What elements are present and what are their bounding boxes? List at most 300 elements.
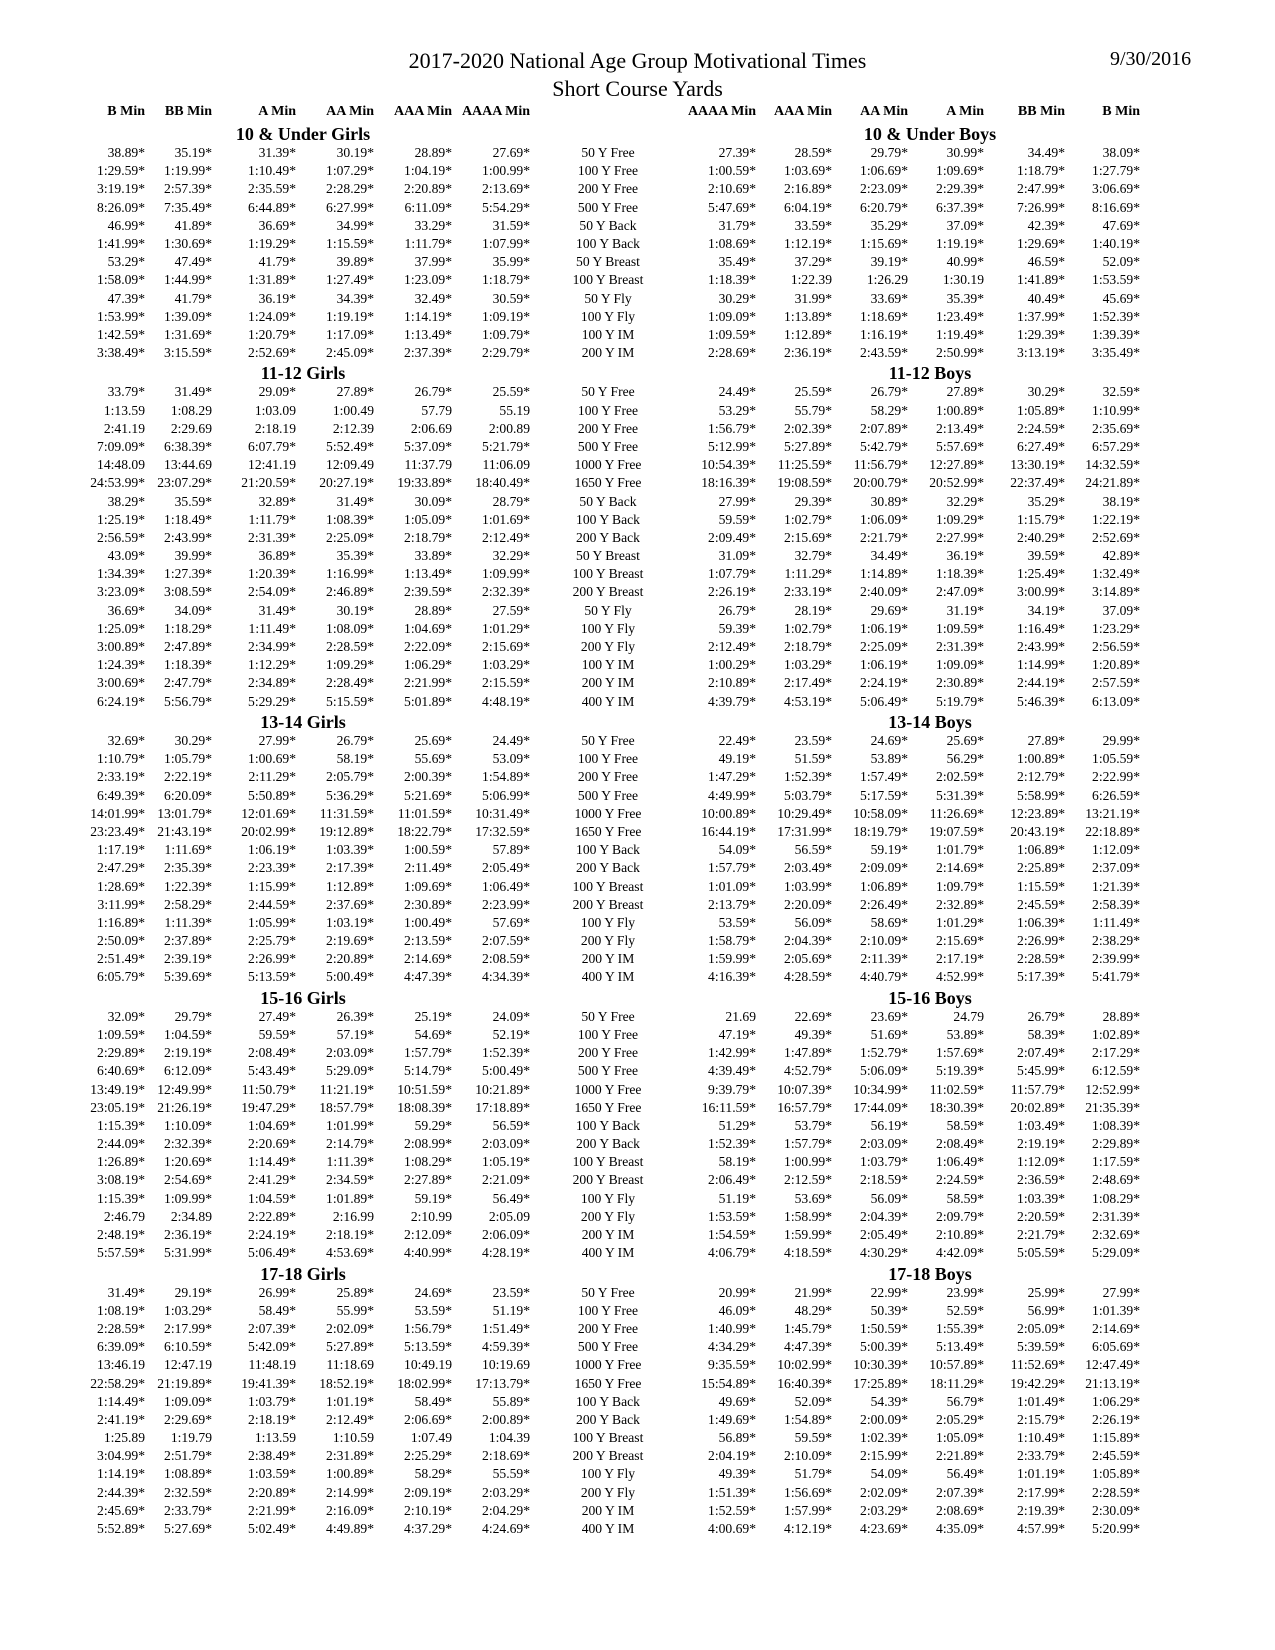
boys-time: 4:23.69*	[860, 1521, 908, 1537]
boys-time: 2:07.89*	[860, 420, 908, 436]
boys-group-title: 17-18 Boys	[888, 1263, 972, 1284]
girls-time: 2:54.09*	[248, 584, 296, 600]
boys-time: 42.89*	[1102, 548, 1140, 564]
table-row	[0, 1136, 1275, 1154]
boys-time: 1:53.59*	[708, 1208, 756, 1224]
girls-time: 2:28.59*	[97, 1320, 145, 1336]
table-row	[0, 639, 1275, 657]
boys-time: 1:09.09*	[936, 657, 984, 673]
girls-time: 1:20.39*	[248, 566, 296, 582]
table-row	[0, 439, 1275, 457]
table-row	[0, 236, 1275, 254]
girls-time: 2:44.39*	[97, 1484, 145, 1500]
boys-time: 53.89*	[870, 751, 908, 767]
boys-time: 28.59*	[794, 145, 832, 160]
boys-time: 1:15.69*	[860, 235, 908, 251]
boys-time: 21.69	[725, 1008, 756, 1024]
boys-time: 11:26.69*	[929, 805, 984, 821]
boys-time: 2:21.79*	[1017, 1227, 1065, 1243]
girls-time: 1:16.89*	[97, 914, 145, 930]
table-row	[0, 1118, 1275, 1136]
boys-time: 1:30.19	[942, 272, 984, 288]
girls-time: 41.79*	[258, 254, 296, 270]
event-name: 1650 Y Free	[574, 823, 642, 839]
boys-time: 1:55.39*	[936, 1320, 984, 1336]
girls-group-title: 13-14 Girls	[260, 712, 346, 732]
girls-time: 2:27.89*	[404, 1172, 452, 1188]
girls-time: 11:21.19*	[319, 1081, 374, 1097]
event-name: 100 Y Breast	[572, 566, 644, 582]
boys-time: 37.09*	[1102, 602, 1140, 618]
girls-time: 31.49*	[107, 1284, 145, 1300]
boys-time: 2:09.79*	[936, 1208, 984, 1224]
girls-time: 5:27.89*	[326, 1339, 374, 1355]
boys-time: 5:00.39*	[860, 1339, 908, 1355]
girls-time: 1:30.69*	[164, 235, 212, 251]
girls-time: 1:10.79*	[97, 751, 145, 767]
boys-time: 1:05.89*	[1017, 402, 1065, 418]
boys-time: 1:42.99*	[708, 1045, 756, 1061]
boys-time: 10:54.39*	[701, 457, 756, 473]
boys-time: 2:30.89*	[936, 675, 984, 691]
girls-time: 1:07.29*	[326, 163, 374, 179]
boys-time: 1:12.89*	[784, 326, 832, 342]
boys-time: 53.79*	[794, 1117, 832, 1133]
girls-time: 30.09*	[414, 493, 452, 509]
girls-time: 12:47.19	[164, 1357, 212, 1373]
table-row	[0, 951, 1275, 969]
table-row	[0, 969, 1275, 987]
table-row	[0, 345, 1275, 363]
event-name: 500 Y Free	[577, 1063, 639, 1079]
girls-time: 2:43.99*	[164, 529, 212, 545]
table-row	[0, 421, 1275, 439]
girls-time: 2:39.59*	[404, 584, 452, 600]
table-row	[0, 494, 1275, 512]
table-row	[0, 733, 1275, 751]
boys-time: 1:00.89*	[1017, 751, 1065, 767]
girls-time: 5:29.29*	[248, 693, 296, 709]
girls-time: 1:31.69*	[164, 326, 212, 342]
girls-time: 1:24.39*	[97, 657, 145, 673]
boys-time: 1:54.89*	[784, 1411, 832, 1427]
girls-time: 1:15.99*	[248, 878, 296, 894]
girls-time: 3:04.99*	[97, 1448, 145, 1464]
girls-time: 35.39*	[336, 548, 374, 564]
girls-time: 21:26.19*	[157, 1099, 212, 1115]
girls-time: 2:06.09*	[482, 1227, 530, 1243]
boys-time: 51.19*	[718, 1190, 756, 1206]
girls-time: 2:18.19*	[248, 1411, 296, 1427]
boys-time: 16:57.79*	[777, 1099, 832, 1115]
boys-time: 2:03.49*	[784, 860, 832, 876]
girls-time: 6:24.19*	[97, 693, 145, 709]
girls-time: 3:00.89*	[97, 639, 145, 655]
boys-time: 21:13.19*	[1085, 1375, 1140, 1391]
boys-time: 2:28.59*	[1017, 951, 1065, 967]
boys-time: 35.49*	[718, 254, 756, 270]
girls-time: 24.49*	[492, 733, 530, 748]
boys-time: 4:53.19*	[784, 693, 832, 709]
boys-time: 37.29*	[794, 254, 832, 270]
boys-time: 2:02.39*	[784, 420, 832, 436]
table-row	[0, 1321, 1275, 1339]
girls-time: 6:44.89*	[248, 199, 296, 215]
boys-time: 1:01.39*	[1092, 1302, 1140, 1318]
girls-time: 2:18.69*	[482, 1448, 530, 1464]
boys-time: 35.29*	[870, 217, 908, 233]
boys-time: 8:16.69*	[1092, 199, 1140, 215]
table-row	[0, 751, 1275, 769]
boys-time: 20:00.79*	[853, 475, 908, 491]
girls-time: 2:05.79*	[326, 769, 374, 785]
girls-time: 3:38.49*	[97, 345, 145, 361]
boys-time: 2:21.89*	[936, 1448, 984, 1464]
boys-time: 1:05.59*	[1092, 751, 1140, 767]
boys-time: 49.39*	[718, 1466, 756, 1482]
boys-time: 1:56.69*	[784, 1484, 832, 1500]
girls-time: 1:56.79*	[404, 1320, 452, 1336]
event-name: 1000 Y Free	[574, 457, 642, 473]
girls-time: 1:09.69*	[404, 878, 452, 894]
boys-time: 5:06.49*	[860, 693, 908, 709]
event-name: 200 Y Fly	[580, 1208, 636, 1224]
girls-time: 2:37.39*	[404, 345, 452, 361]
girls-time: 1:10.09*	[164, 1117, 212, 1133]
boys-column-header: AAA Min	[774, 104, 832, 119]
girls-time: 1:23.09*	[404, 272, 452, 288]
girls-time: 32.69*	[107, 733, 145, 748]
girls-time: 54.69*	[414, 1026, 452, 1042]
girls-time: 2:03.09*	[482, 1136, 530, 1152]
girls-time: 1:14.19*	[404, 308, 452, 324]
boys-time: 4:57.99*	[1017, 1521, 1065, 1537]
girls-time: 2:14.99*	[326, 1484, 374, 1500]
boys-time: 2:19.19*	[1017, 1136, 1065, 1152]
girls-time: 1:00.49	[332, 402, 374, 418]
event-name: 200 Y Back	[576, 1411, 640, 1427]
girls-time: 36.19*	[258, 290, 296, 306]
boys-time: 28.19*	[794, 602, 832, 618]
girls-time: 1:58.09*	[97, 272, 145, 288]
event-name: 100 Y Breast	[572, 1154, 644, 1170]
girls-time: 1:03.19*	[326, 914, 374, 930]
boys-time: 5:31.39*	[936, 787, 984, 803]
boys-time: 2:15.79*	[1017, 1411, 1065, 1427]
boys-time: 5:12.99*	[708, 438, 756, 454]
girls-time: 58.29*	[414, 1466, 452, 1482]
boys-time: 16:44.19*	[701, 823, 756, 839]
boys-time: 13:30.19*	[1010, 457, 1065, 473]
boys-time: 2:24.59*	[1017, 420, 1065, 436]
boys-time: 6:12.59*	[1092, 1063, 1140, 1079]
girls-time: 2:16.99	[332, 1208, 374, 1224]
boys-time: 10:30.39*	[853, 1357, 908, 1373]
boys-time: 29.99*	[1102, 733, 1140, 748]
boys-time: 1:18.69*	[860, 308, 908, 324]
table-row	[0, 272, 1275, 290]
boys-time: 2:45.59*	[1017, 896, 1065, 912]
girls-time: 23:23.49*	[90, 823, 145, 839]
girls-time: 1:27.39*	[164, 566, 212, 582]
girls-time: 4:24.69*	[482, 1521, 530, 1537]
boys-time: 2:14.69*	[1092, 1320, 1140, 1336]
boys-time: 5:05.59*	[1017, 1245, 1065, 1261]
girls-time: 25.59*	[492, 384, 530, 400]
girls-time: 2:37.89*	[164, 933, 212, 949]
girls-time: 1:13.59	[103, 402, 145, 418]
boys-column-header: B Min	[1102, 104, 1140, 119]
boys-time: 51.59*	[794, 751, 832, 767]
girls-time: 1:09.99*	[482, 566, 530, 582]
girls-time: 2:11.29*	[248, 769, 296, 785]
girls-time: 1:05.79*	[164, 751, 212, 767]
table-row	[0, 694, 1275, 712]
boys-time: 2:26.19*	[1092, 1411, 1140, 1427]
boys-time: 7:26.99*	[1017, 199, 1065, 215]
table-row	[0, 218, 1275, 236]
boys-time: 30.29*	[1027, 384, 1065, 400]
girls-time: 1:19.29*	[248, 235, 296, 251]
girls-group-title: 11-12 Girls	[260, 363, 346, 384]
girls-time: 2:48.19*	[97, 1227, 145, 1243]
girls-time: 2:12.39	[332, 420, 374, 436]
girls-time: 2:04.29*	[482, 1502, 530, 1518]
boys-time: 5:13.49*	[936, 1339, 984, 1355]
girls-time: 6:07.79*	[248, 438, 296, 454]
boys-time: 2:20.59*	[1017, 1208, 1065, 1224]
event-name: 50 Y Free	[581, 1008, 635, 1024]
girls-time: 2:30.89*	[404, 896, 452, 912]
girls-time: 1:12.89*	[326, 878, 374, 894]
girls-time: 31.39*	[258, 145, 296, 160]
event-name: 100 Y Back	[576, 511, 640, 527]
girls-time: 5:15.59*	[326, 693, 374, 709]
boys-time: 51.69*	[870, 1026, 908, 1042]
girls-time: 6:10.59*	[164, 1339, 212, 1355]
boys-time: 2:26.19*	[708, 584, 756, 600]
boys-time: 1:27.79*	[1092, 163, 1140, 179]
girls-time: 2:11.49*	[404, 860, 452, 876]
girls-time: 2:18.19*	[326, 1227, 374, 1243]
girls-time: 6:12.09*	[164, 1063, 212, 1079]
boys-time: 2:10.89*	[936, 1227, 984, 1243]
girls-time: 2:00.89*	[482, 1411, 530, 1427]
table-row	[0, 1521, 1275, 1539]
girls-time: 26.79*	[414, 384, 452, 400]
girls-time: 11:37.79	[404, 457, 452, 473]
girls-time: 2:12.09*	[404, 1227, 452, 1243]
girls-time: 1:25.89	[103, 1430, 145, 1446]
event-name: 50 Y Back	[579, 493, 637, 509]
boys-time: 17:25.89*	[853, 1375, 908, 1391]
boys-time: 4:06.79*	[708, 1245, 756, 1261]
boys-time: 2:19.39*	[1017, 1502, 1065, 1518]
event-name: 1000 Y Free	[574, 1081, 642, 1097]
girls-time: 5:00.49*	[326, 969, 374, 985]
boys-time: 1:16.19*	[860, 326, 908, 342]
boys-time: 1:07.79*	[708, 566, 756, 582]
boys-time: 19:07.59*	[929, 823, 984, 839]
boys-time: 1:06.89*	[860, 878, 908, 894]
girls-time: 13:46.19	[97, 1357, 145, 1373]
girls-time: 2:06.69	[410, 420, 452, 436]
girls-time: 2:39.19*	[164, 951, 212, 967]
boys-time: 31.19*	[946, 602, 984, 618]
boys-time: 2:06.49*	[708, 1172, 756, 1188]
girls-time: 7:35.49*	[164, 199, 212, 215]
boys-time: 1:00.59*	[708, 163, 756, 179]
girls-time: 17:13.79*	[475, 1375, 530, 1391]
girls-time: 5:06.99*	[482, 787, 530, 803]
girls-time: 1:13.49*	[404, 326, 452, 342]
girls-time: 2:44.09*	[97, 1136, 145, 1152]
girls-time: 27.89*	[336, 384, 374, 400]
boys-time: 1:59.99*	[784, 1227, 832, 1243]
boys-time: 1:06.29*	[1092, 1393, 1140, 1409]
girls-time: 2:12.49*	[482, 529, 530, 545]
girls-time: 2:36.19*	[164, 1227, 212, 1243]
girls-time: 5:13.59*	[248, 969, 296, 985]
girls-time: 14:01.99*	[90, 805, 145, 821]
girls-time: 1:01.99*	[326, 1117, 374, 1133]
girls-time: 43.09*	[107, 548, 145, 564]
boys-time: 47.19*	[718, 1026, 756, 1042]
girls-time: 2:18.79*	[404, 529, 452, 545]
boys-time: 46.09*	[718, 1302, 756, 1318]
boys-time: 30.29*	[718, 290, 756, 306]
girls-time: 1:31.89*	[248, 272, 296, 288]
girls-time: 2:13.59*	[404, 933, 452, 949]
girls-time: 51.19*	[492, 1302, 530, 1318]
girls-time: 4:53.69*	[326, 1245, 374, 1261]
boys-time: 5:20.99*	[1092, 1521, 1140, 1537]
girls-time: 1:04.69*	[248, 1117, 296, 1133]
boys-time: 15:54.89*	[701, 1375, 756, 1391]
girls-time: 3:23.09*	[97, 584, 145, 600]
boys-time: 2:23.09*	[860, 181, 908, 197]
boys-time: 1:03.39*	[1017, 1190, 1065, 1206]
girls-time: 11:18.69	[326, 1357, 374, 1373]
document-date: 9/30/2016	[1110, 48, 1192, 70]
girls-time: 1:15.39*	[97, 1117, 145, 1133]
table-row	[0, 163, 1275, 181]
girls-time: 1:03.59*	[248, 1466, 296, 1482]
boys-time: 39.59*	[1027, 548, 1065, 564]
event-name: 200 Y Back	[576, 1136, 640, 1152]
girls-time: 2:31.39*	[248, 529, 296, 545]
boys-time: 1:57.79*	[708, 860, 756, 876]
boys-time: 38.19*	[1102, 493, 1140, 509]
table-row	[0, 1209, 1275, 1227]
boys-time: 2:47.99*	[1017, 181, 1065, 197]
document-title: 2017-2020 National Age Group Motivational Times	[408, 48, 867, 73]
girls-time: 2:22.89*	[248, 1208, 296, 1224]
boys-time: 25.99*	[1027, 1284, 1065, 1300]
girls-time: 2:52.69*	[248, 345, 296, 361]
girls-time: 30.19*	[336, 602, 374, 618]
boys-time: 26.79*	[718, 602, 756, 618]
girls-time: 6:27.99*	[326, 199, 374, 215]
boys-time: 3:14.89*	[1092, 584, 1140, 600]
girls-time: 1:09.19*	[482, 308, 530, 324]
girls-time: 2:08.59*	[482, 951, 530, 967]
girls-time: 28.89*	[414, 602, 452, 618]
boys-time: 12:52.99*	[1085, 1081, 1140, 1097]
boys-time: 1:01.29*	[936, 914, 984, 930]
boys-time: 2:31.39*	[936, 639, 984, 655]
boys-time: 1:21.39*	[1092, 878, 1140, 894]
event-name: 1000 Y Free	[574, 805, 642, 821]
girls-time: 1:09.09*	[164, 1393, 212, 1409]
girls-time: 5:00.49*	[482, 1063, 530, 1079]
boys-time: 1:49.69*	[708, 1411, 756, 1427]
boys-time: 58.59*	[946, 1190, 984, 1206]
girls-time: 1:01.29*	[482, 620, 530, 636]
boys-time: 23.69*	[870, 1008, 908, 1024]
boys-time: 1:18.79*	[1017, 163, 1065, 179]
girls-time: 2:34.59*	[326, 1172, 374, 1188]
girls-time: 1:20.69*	[164, 1154, 212, 1170]
boys-time: 2:07.39*	[936, 1484, 984, 1500]
girls-time: 2:20.89*	[404, 181, 452, 197]
girls-time: 1:06.29*	[404, 657, 452, 673]
boys-time: 2:04.19*	[708, 1448, 756, 1464]
girls-time: 1:13.59	[254, 1430, 296, 1446]
girls-time: 2:00.89	[488, 420, 530, 436]
girls-time: 4:34.39*	[482, 969, 530, 985]
event-name: 200 Y IM	[581, 675, 635, 691]
boys-time: 11:57.79*	[1010, 1081, 1065, 1097]
girls-time: 56.49*	[492, 1190, 530, 1206]
girls-time: 27.69*	[492, 145, 530, 160]
event-name: 500 Y Free	[577, 199, 639, 215]
event-name: 100 Y Fly	[580, 308, 636, 324]
boys-time: 2:21.79*	[860, 529, 908, 545]
girls-time: 21:20.59*	[241, 475, 296, 491]
table-row	[0, 512, 1275, 530]
boys-time: 5:17.59*	[860, 787, 908, 803]
girls-time: 59.29*	[414, 1117, 452, 1133]
boys-time: 5:58.99*	[1017, 787, 1065, 803]
table-row	[0, 1191, 1275, 1209]
boys-time: 1:19.49*	[936, 326, 984, 342]
boys-time: 1:57.69*	[936, 1045, 984, 1061]
girls-time: 11:31.59*	[319, 805, 374, 821]
table-row	[0, 1082, 1275, 1100]
girls-time: 2:14.69*	[404, 951, 452, 967]
boys-time: 2:36.19*	[784, 345, 832, 361]
boys-time: 2:15.69*	[784, 529, 832, 545]
girls-time: 1:11.79*	[404, 235, 452, 251]
girls-time: 2:23.39*	[248, 860, 296, 876]
boys-time: 28.89*	[1102, 1008, 1140, 1024]
event-name: 200 Y Free	[577, 769, 639, 785]
boys-time: 9:35.59*	[708, 1357, 756, 1373]
boys-time: 58.59*	[946, 1117, 984, 1133]
girls-time: 35.59*	[174, 493, 212, 509]
table-row	[0, 1063, 1275, 1081]
table-row	[0, 769, 1275, 787]
boys-time: 53.89*	[946, 1026, 984, 1042]
girls-time: 2:24.19*	[248, 1227, 296, 1243]
boys-time: 2:45.59*	[1092, 1448, 1140, 1464]
boys-time: 20:43.19*	[1010, 823, 1065, 839]
girls-time: 12:49.99*	[157, 1081, 212, 1097]
boys-time: 56.09*	[794, 914, 832, 930]
girls-time: 18:02.99*	[397, 1375, 452, 1391]
girls-time: 2:13.69*	[482, 181, 530, 197]
